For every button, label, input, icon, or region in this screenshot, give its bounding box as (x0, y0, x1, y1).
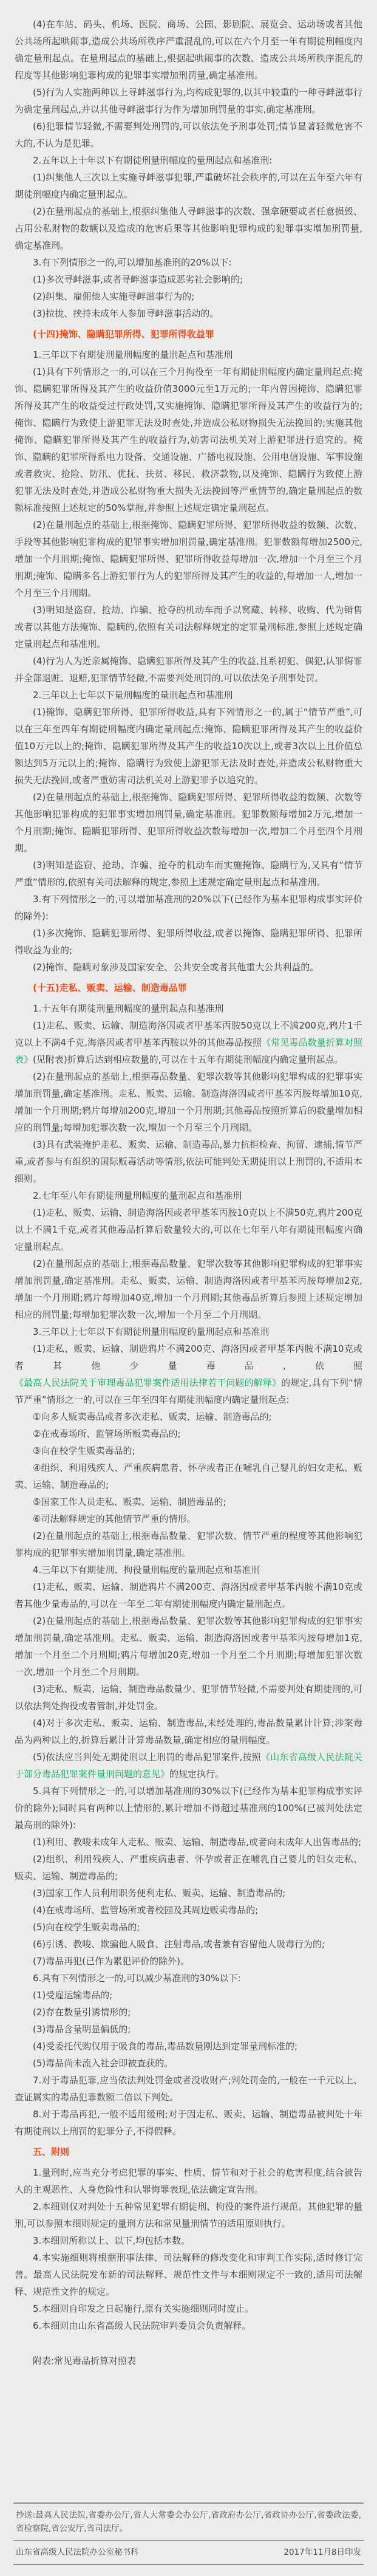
text-run: (6)引诱、教唆、欺骗他人吸食、注射毒品,或者兼有容留他人吸毒行为的; (33, 1939, 325, 1950)
paragraph (15, 959, 362, 976)
paragraph (15, 704, 362, 789)
paragraph (15, 2300, 362, 2317)
text-run: ①向多人贩卖毒品或者多次走私、贩卖、运输、制造毒品的; (33, 1411, 272, 1422)
paragraph (15, 601, 362, 653)
text-run: 2.五年以上十年以下有期徒刑量刑幅度的量刑起点和基准刑: (33, 155, 273, 166)
text-run: (1)走私、贩卖、运输、制造海洛因或者甲基苯丙胺10克以上不满50克,鸦片200克以上不满1千克,或者其他毒品折算后数量较大的,可以在七年至八年有期徒刑幅度内确定量刑起点。 (15, 1207, 362, 1252)
text-run: (7)毒品再犯(已作为累犯评价的除外)。 (33, 1956, 189, 1967)
text-run: (4)在戒毒场所、监管场所或者校园及其周边贩卖毒品的; (33, 1905, 259, 1916)
text-run: (4)行为人为近亲属掩饰、隐瞒犯罪所得及其产生的收益,且系初犯、偶犯,认罪悔罪并全部退赃、退赔,犯罪情节轻微,不需要判处刑罚的,可以依法免予刑事处罚。 (15, 656, 362, 683)
text-run: (2)在量刑起点的基础上,根据毒品数量、犯罪次数等其他影响犯罪构成的犯罪事实增加刑罚量,确定基准刑。走私、贩卖、运输、制造海洛因或者甲基苯丙胺每增加2克,增加一个月刑期;鸦片每增加40克,增加一个月刑期;其他毒品折算后参照上述规定增加相应的刑罚量;每增加犯罪次数一次,增加一个月至二个月刑期。 (15, 1258, 362, 1320)
paragraph (15, 2106, 362, 2140)
paragraph (15, 16, 362, 84)
text-run: (2)组织、利用残疾人、严重疾病患者、怀孕或者正在哺乳自己婴儿的妇女走私、贩卖、运输、制造毒品的; (15, 1854, 362, 1882)
paragraph (15, 288, 362, 305)
paragraph (15, 687, 362, 704)
text-run: (2)掩饰、隐瞒对象涉及国家安全、公共安全或者其他重大公共利益的。 (33, 962, 319, 973)
text-run: 5.本细则自印发之日起施行,原有关实施细则同时废止。 (33, 2303, 254, 2314)
text-run: 1.量刑时,应当充分考虑犯罪的事实、性质、情节和对于社会的危害程度,结合被告人的主观恶性、人身危险性和认罪悔罪表现,依法确定宣告刑。 (15, 2167, 362, 2195)
text-run: (5)毒品尚未流入社会即被查获的。 (33, 2058, 174, 2069)
paragraph (15, 1408, 362, 1425)
text-run: ②在戒毒场所、监管场所贩卖毒品的; (33, 1428, 181, 1439)
text-run: 6.具有下列情形之一的,可以减少基准刑的30%以下: (33, 1973, 241, 1984)
text-run: (1)掩饰、隐瞒犯罪所得、犯罪所得收益,具有下列情形之一的,属于“情节严重”,可以在三年至四年有期徒刑幅度内确定量刑起点:掩饰、隐瞒犯罪所得及其产生的收益价值10万元以上的;掩饰、隐瞒犯罪所得及其产生的收益10次以上,或者3次以上且价值总额达到5万元以上的;掩饰、隐瞒行为致使上游犯罪无法及时查处,并造成公私财物重大损失无法挽回,或者严重妨害司法机关对上游犯罪予以追究的。 (15, 707, 362, 786)
paragraph (15, 169, 362, 203)
attachment-note: 附表:常见毒品折算对照表 (33, 2355, 137, 2366)
paragraph (15, 363, 362, 516)
paragraph (15, 1017, 362, 1068)
paragraph (15, 925, 362, 959)
paragraph (15, 203, 362, 254)
paragraph (15, 1680, 362, 1714)
text-run: (5)行为人实施两种以上寻衅滋事行为,均构成犯罪的,以其中较重的一种寻衅滋事行为确定量刑起点,并以其他寻衅滋事行为作为增加刑罚量的事实,确定基准刑。 (15, 87, 362, 115)
text-run: (十五)走私、贩卖、运输、制造毒品罪 (33, 982, 187, 993)
text-run: (2)在量刑起点的基础上,根据掩饰、隐瞒犯罪所得、犯罪所得收益的数额、次数、手段等其他影响犯罪构成的犯罪事实增加刑罚量,确定基准刑。犯罪数额每增加2500元,增加一个月刑期;掩饰、隐瞒犯罪所得、犯罪所得收益每增加一次,增加一个月至三个月刑期;掩饰、隐瞒多名上游犯罪行为人的犯罪所得及其产生的收益的,每增加一人,增加一个月至三个月刑期。 (15, 519, 362, 598)
text-run: ③向在校学生贩卖毒品的; (33, 1445, 135, 1456)
text-run: 1.三年以下有期徒刑量刑幅度的量刑起点和基准刑 (33, 349, 233, 360)
text-run: ⑥司法解释规定的其他情节严重的情形。 (33, 1513, 196, 1524)
text-run: (1)利用、教唆未成年人走私、贩卖、运输、制造毒品,或者向未成年人出售毒品的; (33, 1837, 362, 1848)
paragraph (15, 2198, 362, 2232)
paragraph (15, 1851, 362, 1885)
paragraph (15, 346, 362, 363)
text-run: (1)多次寻衅滋事,或者寻衅滋事造成恶劣社会影响的; (33, 274, 243, 285)
text-run: (5)向在校学生贩卖毒品的; (33, 1922, 140, 1933)
text-run: (1)受雇运输毒品的; (33, 1990, 113, 2001)
paragraph (15, 2232, 362, 2249)
text-run: 7.对于毒品犯罪,应当依法判处罚金或者没收财产;判处罚金的,一般在一千元以上、查证属实的毒品犯罪数额二倍以下判处。 (15, 2075, 362, 2103)
section-heading (15, 2143, 362, 2160)
print-date: 2017年11月8日印发 (284, 2547, 361, 2557)
text-run: (3)国家工作人员利用职务便利走私、贩卖、运输、制造毒品的; (33, 1888, 286, 1899)
text-run: (1)走私、贩卖、运输、制造海洛因或者甲基苯丙胺50克以上不满200克,鸦片1千克以上不满4千克,海洛因或者甲基苯丙胺以外的其他毒品按照 (15, 1020, 362, 1048)
paragraph (15, 1612, 362, 1680)
text-run: 五、附则 (33, 2146, 70, 2157)
text-run: (2)纠集、雇佣他人实施寻衅滋事行为的; (33, 291, 195, 302)
text-run: 3.三年以上七年以下有期徒刑量刑幅度的量刑起点和基准刑 (33, 1326, 270, 1337)
text-run: 2.七年至八年有期徒刑量刑幅度的量刑起点和基准刑 (33, 1190, 242, 1201)
paragraph (15, 1936, 362, 1953)
text-run: 5.具有下列情形之一的,可以增加基准刑的30%以下(已经作为基本犯罪构成事实评价的除外);同时具有两种以上情形的,累计增加不得超过基准刑的100%(已被判处法定最高刑的除外): (15, 1786, 362, 1831)
paragraph (15, 271, 362, 288)
paragraph (15, 1187, 362, 1204)
text-run: 3.有下列情形之一的,可以增加基准刑的20%以下(已经作为基本犯罪构成事实评价的除外): (15, 894, 362, 922)
text-run: (3)拉拢、挟持未成年人参加寻衅滋事活动的。 (33, 308, 219, 319)
text-run: (2)在量刑起点的基础上,根据毒品数量、犯罪次数等其他影响犯罪构成的犯罪事实增加刑罚量,确定基准刑。走私、贩卖、运输、制造海洛因或者甲基苯丙胺每增加1克,增加一个月至二个月刑期;鸦片每增加20克,增加一个月至二个月刑期;每增加犯罪次数一次,增加一个月至二个月刑期。 (15, 1615, 362, 1677)
citation-text: 《常见毒品数量折算对照表》 (15, 1037, 362, 1065)
text-run: (3)具有武装掩护走私、贩卖、运输、制造毒品,暴力抗拒检查、拘留、逮捕,情节严重,或者参与有组织的国际贩毒活动等情形,依法可能判处无期徒刑以上刑罚的,不适用本细则。 (15, 1139, 362, 1184)
text-run: ⑤国家工作人员走私、贩卖、运输、制造毒品的; (33, 1496, 226, 1507)
text-run: 1.十五年有期徒刑量刑幅度的量刑起点和基准刑 (33, 1003, 224, 1014)
citation-text: 《山东省高级人民法院关于部分毒品犯罪案件量刑问题的意见》 (15, 1752, 362, 1780)
text-run: (2)在量刑起点的基础上,根据纠集他人寻衅滋事的次数、强拿硬要或者任意损毁、占用公私财物的数额以及造成的危害后果等其他影响犯罪构成的犯罪事实增加刑罚量,确定基准刑。 (15, 206, 362, 251)
paragraph (15, 1459, 362, 1493)
paragraph (15, 1323, 362, 1340)
paragraph (15, 1834, 362, 1851)
text-run: 2.本细则仅对判处十五种常见犯罪有期徒刑、拘役的案件进行规范。其他犯罪的量刑,可以参照本细则规定的量刑方法和常见量刑情节的适用原则执行。 (15, 2201, 362, 2229)
paragraph (15, 152, 362, 169)
paragraph (15, 1970, 362, 1987)
text-run: (3)走私、贩卖、运输、制造毒品数量少、犯罪情节轻微,不需要判处有期徒刑的,可以依法判处拘役或者管制,并处罚金。 (15, 1684, 362, 1711)
paragraph (15, 1783, 362, 1834)
text-run: (4)受委托代购仅用于吸食的毒品,毒品数量刚达到定罪量刑标准的; (33, 2041, 298, 2052)
document-footer (0, 2502, 377, 2576)
issue-row (13, 2541, 364, 2565)
paragraph (15, 1987, 362, 2004)
cc-line: 抄送:最高人民法院,省委办公厅,省人大常委会办公厅,省政府办公厅,省政协办公厅,省委政法委,省检察院,省公安厅,省司法厅。 (13, 2504, 364, 2541)
paragraph (15, 1714, 362, 1749)
text-run: (1)多次掩饰、隐瞒犯罪所得、犯罪所得收益,或者以掩饰、隐瞒犯罪所得、犯罪所得收益为业的; (15, 928, 362, 956)
text-run: 2.三年以上七年以下量刑幅度的量刑起点和基准刑 (33, 690, 233, 701)
paragraph (15, 2072, 362, 2106)
paragraph (15, 891, 362, 925)
paragraph (15, 1902, 362, 1919)
paragraph (15, 84, 362, 118)
text-run: 8.对于毒品再犯,一般不适用缓刑;对于因走私、贩卖、运输、制造毒品被判处十年有期徒刑以上刑罚的犯罪分子,不得假释。 (15, 2109, 362, 2137)
paragraph (15, 1442, 362, 1459)
paragraph (15, 1255, 362, 1323)
paragraph (15, 1136, 362, 1187)
paragraph (15, 1885, 362, 1902)
text-run: (1)走私、贩卖、运输、制造鸦片不满200克、海洛因或者甲基苯丙胺不满10克或者其他少量毒品的,可以在一年至二年有期徒刑幅度内确定量刑起点。 (15, 1581, 362, 1609)
text-run: (2)存在数量引诱情形的; (33, 2007, 131, 2018)
text-run: 3.本细则所称以上、以下,均包括本数。 (33, 2235, 191, 2246)
text-run: 4.本实施细则将根据刑事法律、司法解释的修改变化和审判工作实际,适时修订完善。最高人民法院发布新的司法解释、规范性文件与本细则规定不一致的,适用司法解释、规范性文件的规定。 (15, 2252, 362, 2297)
text-run: 4.三年以下有期徒刑、拘役量刑幅度的量刑起点和基准刑 (33, 1564, 260, 1575)
text-run: (见附表)折算后达到相应数量的,可以在十五年有期徒刑幅度内确定量刑起点。 (33, 1054, 344, 1065)
text-run: (十四)掩饰、隐瞒犯罪所得、犯罪所得收益罪 (33, 329, 214, 340)
text-run: (1)具有下列情形之一的,可以在三个月拘役至一年有期徒刑幅度内确定量刑起点:掩饰、隐瞒犯罪所得及其产生的收益价值3000元至1万元的;一年内曾因掩饰、隐瞒犯罪所得及其产生的收益受过行政处罚,又实施掩饰、隐瞒犯罪所得及其产生的收益行为的;掩饰、隐瞒行为致使上游犯罪无法及时查处,并造成公私财物损失无法挽回的;实施其他掩饰、隐瞒犯罪所得及其产生的收益行为,妨害司法机关对上游犯罪进行追究的。掩饰、隐瞒的犯罪所得系电力设备、交通设施、广播电视设施、公用电信设施、军事设施或者救灾、抢险、防汛、优抚、扶贫、移民、救济款物,以及掩饰、隐瞒行为致使上游犯罪无法及时查处,并造成公私财物重大损失无法挽回等严重情节的,确定量刑起点的数额标准按照上述规定的50%掌握,并参照上述规定确定量刑起点。 (15, 366, 362, 513)
text-run: (4)在车站、码头、机场、医院、商场、公园、影剧院、展览会、运动场或者其他公共场所起哄闹事,造成公共场所秩序严重混乱的,可以在六个月至一年有期徒刑幅度内确定量刑起点。在量刑起点的基础上,根据起哄闹事的次数、造成公共场所秩序混乱的程度等其他影响犯罪构成的犯罪事实增加刑罚量,确定基准刑。 (15, 19, 362, 81)
issuing-office: 山东省高级人民法院办公室秘书科 (16, 2547, 139, 2557)
paragraph (15, 1578, 362, 1612)
text-run: (3)明知是盗窃、抢劫、诈骗、抢夺的机动车而予以窝藏、转移、收购、代为销售或者以其他方法掩饰、隐瞒的,依照有关司法解释规定的定罪量刑标准,参照上述规定确定量刑起点和基准刑。 (15, 605, 362, 649)
paragraph (15, 1204, 362, 1255)
paragraph (15, 2021, 362, 2038)
paragraph (15, 1919, 362, 1936)
paragraph (15, 653, 362, 687)
paragraph (15, 516, 362, 601)
paragraph (15, 857, 362, 891)
section-heading (15, 326, 362, 343)
paragraph (15, 1749, 362, 1783)
text-run: 的规定执行。 (169, 1769, 225, 1780)
paragraph (15, 1953, 362, 1970)
text-run: 的规定,具有下列“情节严重”情形之一的,可以在三年至四年有期徒刑幅度内确定量刑起点: (15, 1377, 362, 1405)
paragraph (15, 1527, 362, 1561)
paragraph (15, 1493, 362, 1510)
paragraph (15, 1561, 362, 1578)
text-run: (3)毒品含量明显偏低的; (33, 2024, 131, 2035)
paragraph (15, 1340, 362, 1408)
text-run: (4)对于多次走私、贩卖、运输、制造毒品,未经处理的,毒品数量累计计算;涉案毒品为两种以上的,折算后累计计算毒品数量,确定相应的量刑幅度。 (15, 1718, 362, 1745)
footer-box (13, 2502, 364, 2565)
paragraph (15, 2164, 362, 2198)
text-run: (3)明知是盗窃、抢劫、诈骗、抢夺的机动车而实施掩饰、隐瞒行为,又具有“情节严重”情形的,依照有关司法解释的规定,参照上述规定确定量刑起点和基准刑。 (15, 860, 362, 888)
paragraph (15, 1510, 362, 1527)
paragraph (15, 2317, 362, 2334)
text-run: (5)依法应当判处无期徒刑以上刑罚的毒品犯罪案件,按照 (33, 1752, 261, 1762)
text-run: (2)在量刑起点的基础上,根据毒品数量、犯罪次数等其他影响犯罪构成的犯罪事实增加刑罚量,确定基准刑。走私、贩卖、运输、制造海洛因或者甲基苯丙胺每增加10克,增加一个月刑期;鸦片每增加200克,增加一个月刑期;其他毒品按照折算后的数量增加相应的刑罚量;每增加犯罪次数一次,增加一个月至三个月刑期。 (15, 1071, 362, 1133)
text-run: ④组织、利用残疾人、严重疾病患者、怀孕或者正在哺乳自己婴儿的妇女走私、贩卖、运输、制造毒品的; (15, 1462, 362, 1490)
paragraph (15, 2038, 362, 2055)
text-run: (6)犯罪情节轻微,不需要判处刑罚的,可以依法免予刑事处罚;情节显著轻微危害不大的,不认为是犯罪。 (15, 121, 362, 149)
paragraph (15, 305, 362, 322)
paragraph (15, 2004, 362, 2021)
paragraph (15, 789, 362, 857)
paragraph (15, 118, 362, 152)
text-run: 6.本细则由山东省高级人民法院审判委员会负责解释。 (33, 2320, 251, 2331)
paragraph (15, 2055, 362, 2072)
section-heading (15, 979, 362, 996)
paragraph (15, 254, 362, 271)
text-run: (2)在量刑起点的基础上,根据毒品数量、犯罪次数、情节严重的程度等其他影响犯罪构成的犯罪事实增加刑罚量,确定基准刑。 (15, 1530, 362, 1558)
text-run: (1)纠集他人三次以上实施寻衅滋事犯罪,严重破坏社会秩序的,可以在五年至六年有期徒刑幅度内确定量刑起点。 (15, 172, 362, 200)
paragraph (15, 1425, 362, 1442)
paragraph (15, 1000, 362, 1017)
paragraph (15, 2249, 362, 2300)
text-run: (2)在量刑起点的基础上,根据掩饰、隐瞒犯罪所得、犯罪所得收益的数额、次数等其他影响犯罪构成的犯罪事实增加刑罚量,确定基准刑。犯罪数额每增加2万元,增加一个月刑期;掩饰、隐瞒犯罪所得、犯罪所得收益次数每增加一次,增加二个月至四个月刑期。 (15, 792, 362, 854)
citation-text: 《最高人民法院关于审理毒品犯罪案件适用法律若干问题的解释》 (15, 1377, 282, 1388)
text-run: 3.有下列情形之一的,可以增加基准刑的20%以下: (33, 257, 232, 268)
paragraph (15, 1068, 362, 1136)
text-run: (1)走私、贩卖、运输、制造鸦片不满200克、海洛因或者甲基苯丙胺不满10克或者其他少量毒品,依照 (15, 1343, 362, 1371)
